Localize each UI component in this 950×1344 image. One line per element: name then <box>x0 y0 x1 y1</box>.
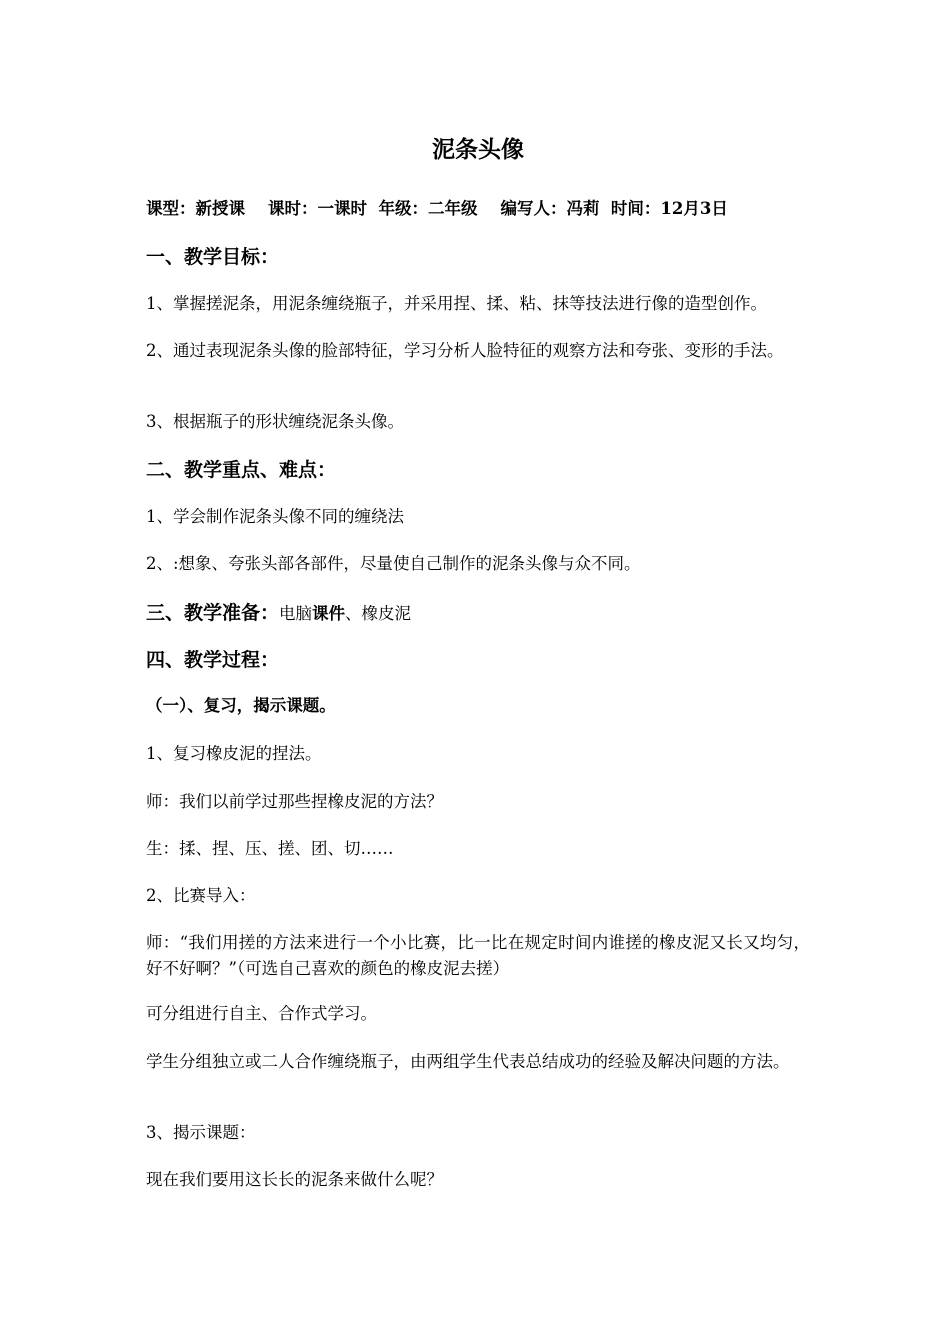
document-title: 泥条头像 <box>432 136 524 163</box>
objective-item-2: 2、通过表现泥条头像的脸部特征，学习分析人脸特征的观察方法和夸张、变形的手法。 <box>146 341 784 360</box>
preparation-text-clay: 、橡皮泥 <box>345 604 412 623</box>
key-point-item-1: 1、学会制作泥条头像不同的缠绕法 <box>146 507 404 526</box>
process-paragraph-9: 现在我们要用这长长的泥条来做什么呢？ <box>146 1170 443 1189</box>
key-point-item-2: 2、:想象、夸张头部各部件，尽量使自己制作的泥条头像与众不同。 <box>146 554 641 573</box>
section-heading-preparation <box>146 599 411 628</box>
objective-item-3: 3、根据瓶子的形状缠绕泥条头像。 <box>146 412 404 431</box>
process-paragraph-1: 1、复习橡皮泥的捏法。 <box>146 744 322 763</box>
process-paragraph-7: 学生分组独立或二人合作缠绕瓶子，由两组学生代表总结成功的经验及解决问题的方法。 <box>146 1052 790 1071</box>
process-subheading-1: （一）、复习，揭示课题。 <box>146 696 336 715</box>
preparation-text-computer: 电脑 <box>279 604 313 623</box>
process-paragraph-8: 3、揭示课题： <box>146 1123 256 1142</box>
section-heading-objectives: 一、教学目标： <box>146 246 280 268</box>
process-paragraph-2: 师：我们以前学过那些捏橡皮泥的方法？ <box>146 792 443 811</box>
section-heading-process: 四、教学过程： <box>146 649 280 671</box>
process-paragraph-3: 生：揉、捏、压、搓、团、切…… <box>146 839 394 858</box>
process-paragraph-4: 2、比赛导入： <box>146 886 256 905</box>
lesson-meta: 课型：新授课 课时：一课时 年级：二年级 编写人：冯莉 时间：12月3日 <box>146 199 728 218</box>
section-heading-key-points: 二、教学重点、难点： <box>146 459 337 481</box>
preparation-heading-text: 三、教学准备： <box>146 602 280 624</box>
preparation-text-courseware: 课件 <box>312 604 346 623</box>
process-paragraph-6: 可分组进行自主、合作式学习。 <box>146 1004 377 1023</box>
objective-item-1: 1、掌握搓泥条，用泥条缠绕瓶子，并采用捏、揉、粘、抹等技法进行像的造型创作。 <box>146 294 767 313</box>
process-paragraph-5: 师：“我们用搓的方法来进行一个小比赛，比一比在规定时间内谁搓的橡皮泥又长又均匀，好不好啊？”（可选自己喜欢的颜色的橡皮泥去搓） <box>146 933 810 978</box>
